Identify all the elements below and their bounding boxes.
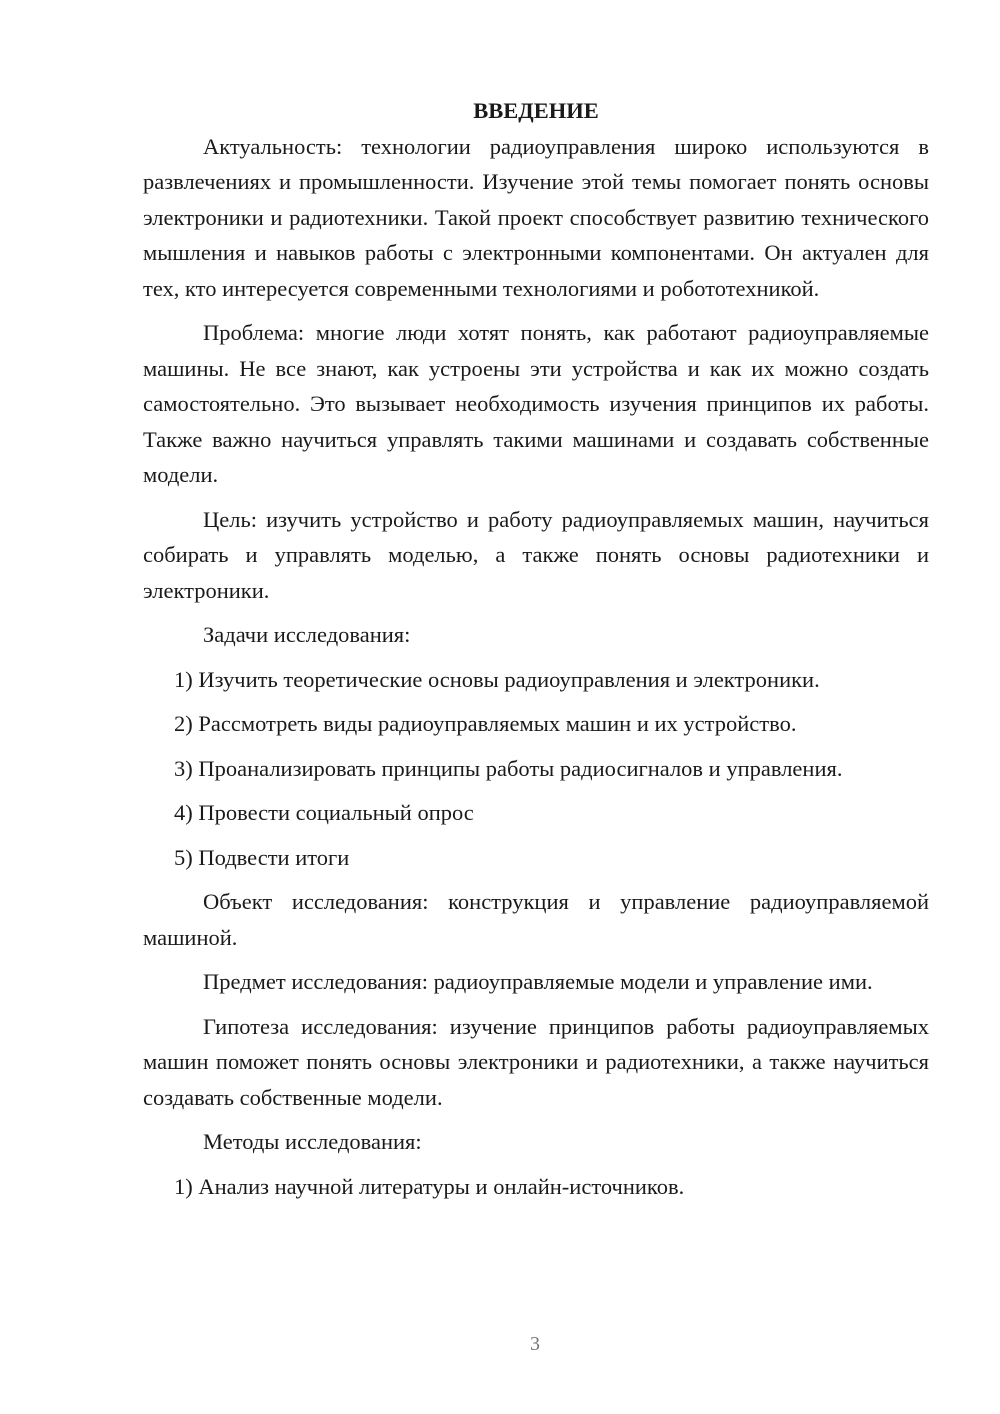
goal-paragraph: Цель: изучить устройство и работу радиоуправляемых машин, научиться собирать и управлять моделью, а также понять основы радиотехники и электроники. [143,506,929,603]
subject-paragraph: Предмет исследования: радиоуправляемые модели и управление ими. [203,969,873,994]
task-item-1: 1) Изучить теоретические основы радиоуправления и электроники. [174,666,820,692]
object-paragraph: Объект исследования: конструкция и управление радиоуправляемой машиной. [143,889,929,950]
task-item-5: 5) Подвести итоги [174,844,350,870]
task-item-4: 4) Провести социальный опрос [174,800,474,825]
page-content [143,93,929,1204]
relevance-paragraph: Актуальность: технологии радиоуправления широко используются в развлечениях и промышленности. Изучение этой темы помогает понять основы электроники и радиотехники. Такой проект способствует развитию технического мышления и навыков работы с электронными компонентами. Он актуален для тех, кто интересуется современными технологиями и робототехникой. [143,133,929,301]
page-number: 3 [530,1333,540,1355]
problem-paragraph: Проблема: многие люди хотят понять, как работают радиоуправляемые машины. Не все знают, как устроены эти устройства и как их можно создать самостоятельно. Это вызывает необходимость изучения принципов их работы. Также важно научиться управлять такими машинами и создавать собственные модели. [143,320,929,487]
methods-heading: Методы исследования: [203,1129,422,1154]
task-item-2: 2) Рассмотреть виды радиоуправляемых машин и их устройство. [174,711,797,736]
tasks-heading: Задачи исследования: [203,622,411,647]
task-item-3: 3) Проанализировать принципы работы радиосигналов и управления. [174,755,843,781]
method-item-1: 1) Анализ научной литературы и онлайн-источников. [174,1173,685,1199]
page-title: ВВЕДЕНИЕ [473,98,599,123]
hypothesis-paragraph: Гипотеза исследования: изучение принципов работы радиоуправляемых машин поможет понять основы электроники и радиотехники, а также научиться создавать собственные модели. [143,1013,929,1110]
